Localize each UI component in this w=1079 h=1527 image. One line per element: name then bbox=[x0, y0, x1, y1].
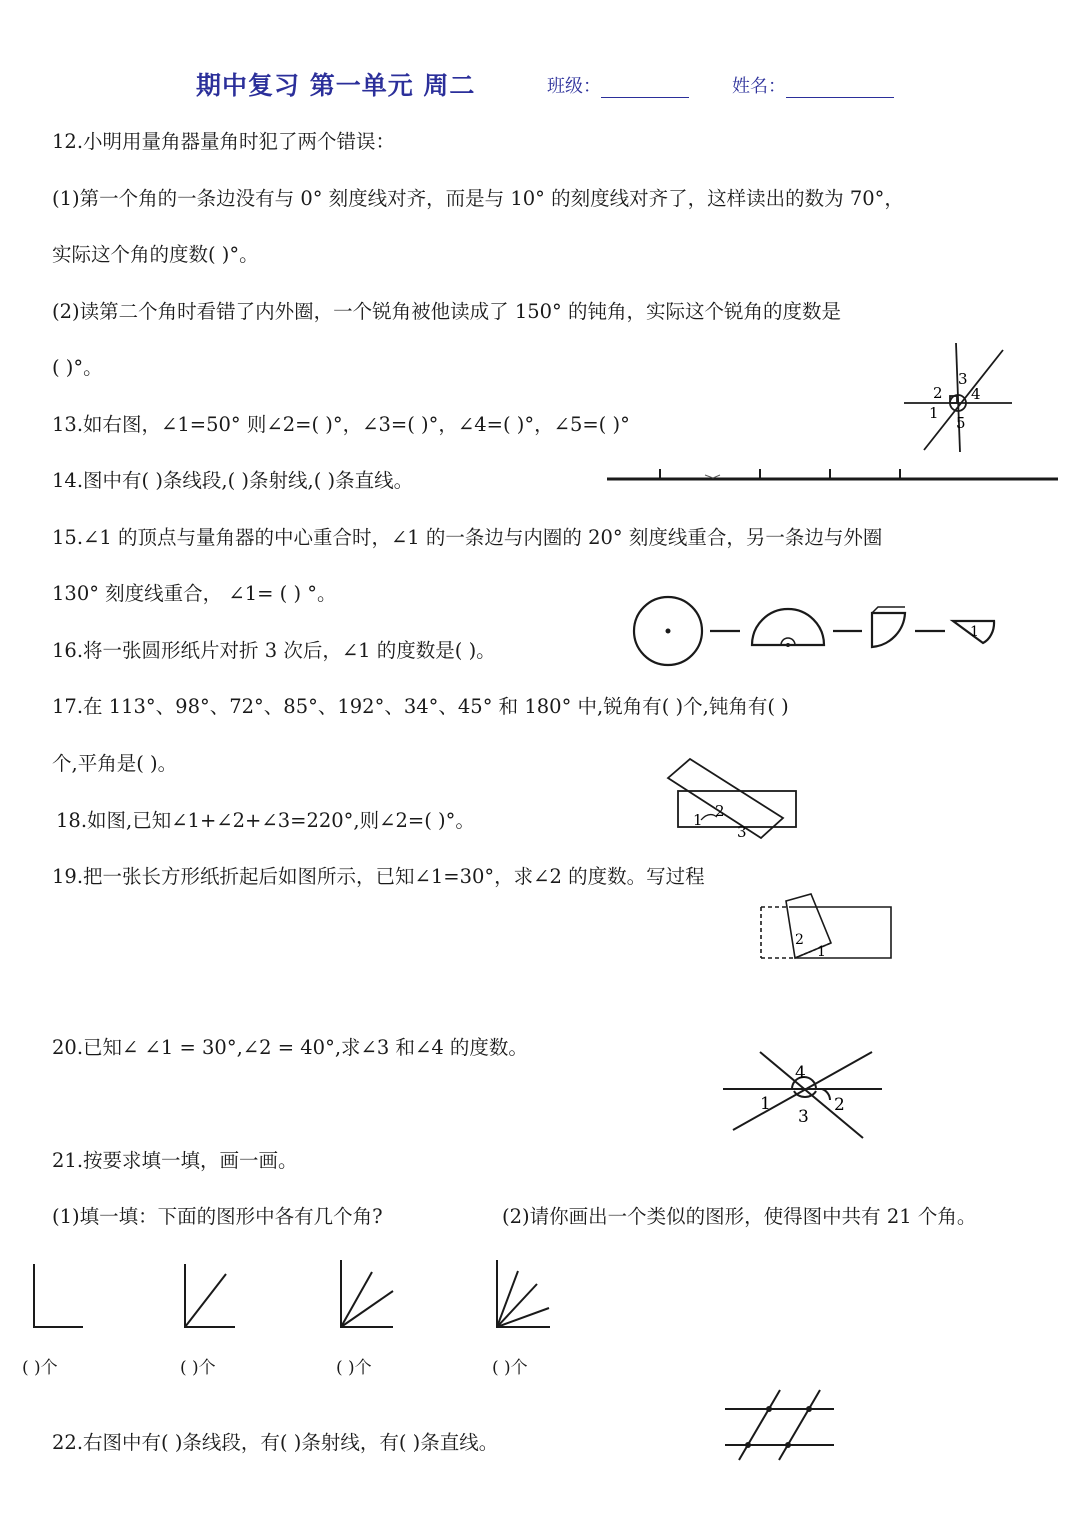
q21-blank-3[interactable]: ( )个 bbox=[336, 1358, 372, 1378]
class-label-text: 班级： bbox=[547, 76, 601, 97]
q12-part2-line1: (2)读第二个角时看错了内外圈，一个锐角被他读成了 150° 的钝角，实际这个锐角的度数是 bbox=[52, 300, 841, 323]
q21-figure-1 bbox=[30, 1262, 90, 1332]
q18-label-2: 2 bbox=[715, 802, 725, 820]
q16-label-1: 1 bbox=[970, 624, 979, 640]
q22-text: 22.右图中有( )条线段，有( )条射线，有( )条直线。 bbox=[52, 1431, 499, 1454]
q18-label-3: 3 bbox=[737, 823, 747, 841]
q22-point bbox=[766, 1406, 772, 1412]
q15-line1: 15.∠1 的顶点与量角器的中心重合时，∠1 的一条边与内圈的 20° 刻度线重合，另一条边与外圈 bbox=[52, 526, 883, 549]
class-blank[interactable] bbox=[601, 77, 689, 98]
q12-part1-line2: 实际这个角的度数( )°。 bbox=[52, 243, 259, 266]
q21-figure-2 bbox=[182, 1262, 242, 1332]
q21-part2: (2)请你画出一个类似的图形，使得图中共有 21 个角。 bbox=[502, 1205, 977, 1228]
q13-text: 13.如右图，∠1=50° 则∠2=( )°，∠3=( )°，∠4=( )°，∠5=( )° bbox=[52, 413, 630, 436]
q21-figure-3 bbox=[338, 1258, 403, 1332]
q21-middle-ray bbox=[185, 1274, 226, 1327]
q19-label-2: 2 bbox=[795, 932, 804, 948]
name-blank[interactable] bbox=[786, 77, 894, 98]
q16-figure bbox=[630, 595, 1000, 670]
q17-line1: 17.在 113°、98°、72°、85°、192°、34°、45° 和 180° 中,锐角有( )个,钝角有( ) bbox=[52, 695, 789, 718]
name-label-text: 姓名： bbox=[732, 76, 786, 97]
q22-point bbox=[745, 1442, 751, 1448]
q21-middle-ray bbox=[497, 1271, 518, 1327]
q22-figure bbox=[722, 1388, 837, 1463]
q21-text: 21.按要求填一填，画一画。 bbox=[52, 1149, 298, 1172]
q21-blank-1[interactable]: ( )个 bbox=[22, 1358, 58, 1378]
q12-part2-line2: ( )°。 bbox=[52, 356, 103, 379]
q20-arc-2 bbox=[822, 1089, 830, 1100]
q19-label-1: 1 bbox=[817, 944, 826, 960]
q17-line2: 个,平角是( )。 bbox=[52, 752, 178, 775]
q14-text: 14.图中有( )条线段,( )条射线,( )条直线。 bbox=[52, 469, 414, 492]
q20-label-3: 3 bbox=[798, 1107, 809, 1127]
q21-part1: (1)填一填：下面的图形中各有几个角? bbox=[52, 1205, 383, 1228]
q19-rectangle bbox=[791, 907, 891, 958]
q16-quarter-circle bbox=[872, 613, 905, 647]
q22-point bbox=[806, 1406, 812, 1412]
name-label bbox=[732, 72, 894, 98]
q12-intro: 12.小明用量角器量角时犯了两个错误： bbox=[52, 130, 396, 153]
q18-figure bbox=[665, 755, 805, 845]
q13-figure bbox=[900, 340, 1015, 455]
q13-label-4: 4 bbox=[971, 385, 981, 403]
page-title: 期中复习 第一单元 周二 bbox=[196, 71, 476, 100]
q20-label-1: 1 bbox=[760, 1094, 771, 1114]
q21-blank-4[interactable]: ( )个 bbox=[492, 1358, 528, 1378]
q21-middle-ray bbox=[341, 1291, 393, 1327]
q21-right-angle bbox=[34, 1264, 83, 1327]
q21-middle-ray bbox=[341, 1272, 372, 1327]
q16-center-dot bbox=[666, 629, 671, 634]
q15-line2: 130° 刻度线重合， ∠1= ( ) °。 bbox=[52, 582, 337, 605]
q16-text: 16.将一张圆形纸片对折 3 次后，∠1 的度数是( )。 bbox=[52, 639, 496, 662]
q13-label-3: 3 bbox=[958, 370, 968, 388]
q21-figure-4 bbox=[494, 1258, 559, 1332]
q20-label-4: 4 bbox=[795, 1063, 806, 1083]
q22-slant-line-left bbox=[739, 1390, 780, 1460]
q14-figure bbox=[605, 465, 1060, 490]
q13-label-2: 2 bbox=[933, 384, 943, 402]
q12-part1-line1: (1)第一个角的一条边没有与 0° 刻度线对齐，而是与 10° 的刻度线对齐了，这样读出的数为 70°， bbox=[52, 187, 904, 210]
q18-text: 18.如图,已知∠1+∠2+∠3=220°,则∠2=( )°。 bbox=[56, 809, 475, 832]
q22-point bbox=[785, 1442, 791, 1448]
class-label bbox=[547, 72, 689, 98]
q20-figure bbox=[720, 1048, 885, 1143]
q13-label-5: 5 bbox=[956, 414, 966, 432]
q19-figure bbox=[755, 888, 895, 963]
q20-label-2: 2 bbox=[834, 1095, 845, 1115]
q18-label-1: 1 bbox=[693, 811, 703, 829]
q19-text: 19.把一张长方形纸折起后如图所示，已知∠1=30°，求∠2 的度数。写过程 bbox=[52, 865, 705, 888]
q20-text: 20.已知∠ ∠1 = 30°,∠2 = 40°,求∠3 和∠4 的度数。 bbox=[52, 1036, 528, 1059]
q13-label-1: 1 bbox=[929, 404, 939, 422]
q21-blank-2[interactable]: ( )个 bbox=[180, 1358, 216, 1378]
q21-angle-rays bbox=[341, 1260, 393, 1327]
q22-slant-line-right bbox=[779, 1390, 820, 1460]
q16-half-circle bbox=[752, 609, 824, 645]
q16-half-center bbox=[786, 643, 790, 647]
